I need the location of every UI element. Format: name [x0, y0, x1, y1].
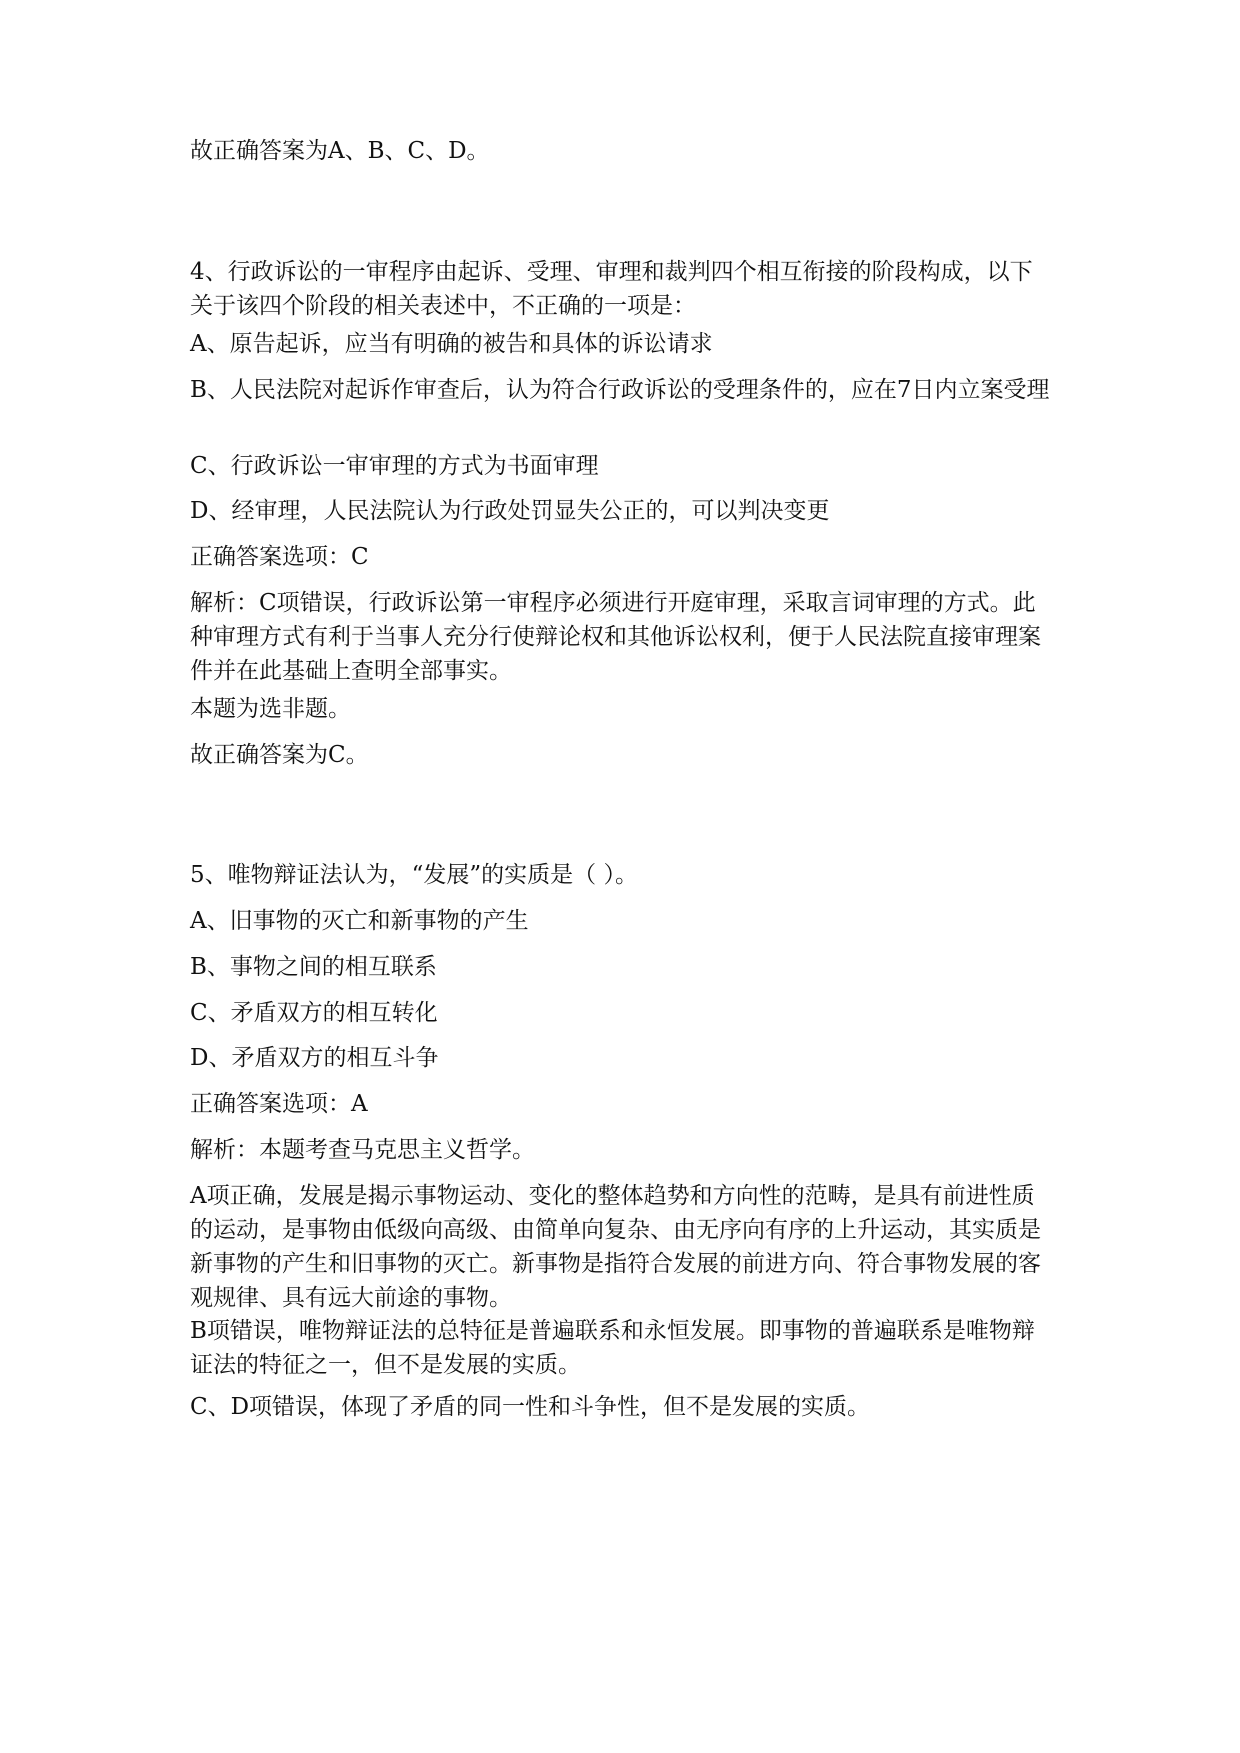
q5-explain-cd: C、D项错误，体现了矛盾的同一性和斗争性，但不是发展的实质。: [190, 1394, 871, 1420]
q4-conclusion: 故正确答案为C。: [190, 742, 369, 768]
q5-option-d: D、矛盾双方的相互斗争: [190, 1045, 439, 1071]
q4-analysis: 解析：C项错误，行政诉讼第一审程序必须进行开庭审理，采取言词审理的方式。此种审理方式有利于当事人充分行使辩论权和其他诉讼权利，便于人民法院直接审理案件并在此基础上查明全部事实。: [190, 590, 1041, 684]
q4-option-a: A、原告起诉，应当有明确的被告和具体的诉讼请求: [190, 331, 713, 357]
q5-option-b: B、事物之间的相互联系: [190, 954, 437, 980]
q4-note: 本题为选非题。: [190, 696, 351, 722]
q5-option-a: A、旧事物的灭亡和新事物的产生: [190, 908, 529, 934]
q5-question: 5、唯物辩证法认为，“发展”的实质是（ ）。: [190, 862, 638, 888]
q4-option-b: B、人民法院对起诉作审查后，认为符合行政诉讼的受理条件的，应在7日内立案受理: [190, 377, 1050, 403]
q5-answer: 正确答案选项：A: [190, 1091, 368, 1117]
previous-answer-conclusion: 故正确答案为A、B、C、D。: [190, 138, 490, 164]
q4-answer: 正确答案选项：C: [190, 544, 369, 570]
q5-explain-a: A项正确，发展是揭示事物运动、变化的整体趋势和方向性的范畴，是具有前进性质的运动，是事物由低级向高级、由简单向复杂、由无序向有序的上升运动，其实质是新事物的产生和旧事物的灭亡。新事物是指符合发展的前进方向、符合事物发展的客观规律、具有远大前途的事物。: [190, 1183, 1041, 1311]
q4-option-d: D、经审理，人民法院认为行政处罚显失公正的，可以判决变更: [190, 498, 830, 524]
q5-explain-b: B项错误，唯物辩证法的总特征是普遍联系和永恒发展。即事物的普遍联系是唯物辩证法的特征之一，但不是发展的实质。: [190, 1318, 1035, 1378]
q4-question: 4、行政诉讼的一审程序由起诉、受理、审理和裁判四个相互衔接的阶段构成，以下关于该四个阶段的相关表述中，不正确的一项是：: [190, 259, 1033, 319]
q5-option-c: C、矛盾双方的相互转化: [190, 1000, 438, 1026]
q4-option-c: C、行政诉讼一审审理的方式为书面审理: [190, 453, 599, 479]
q5-analysis: 解析：本题考查马克思主义哲学。: [190, 1137, 535, 1163]
